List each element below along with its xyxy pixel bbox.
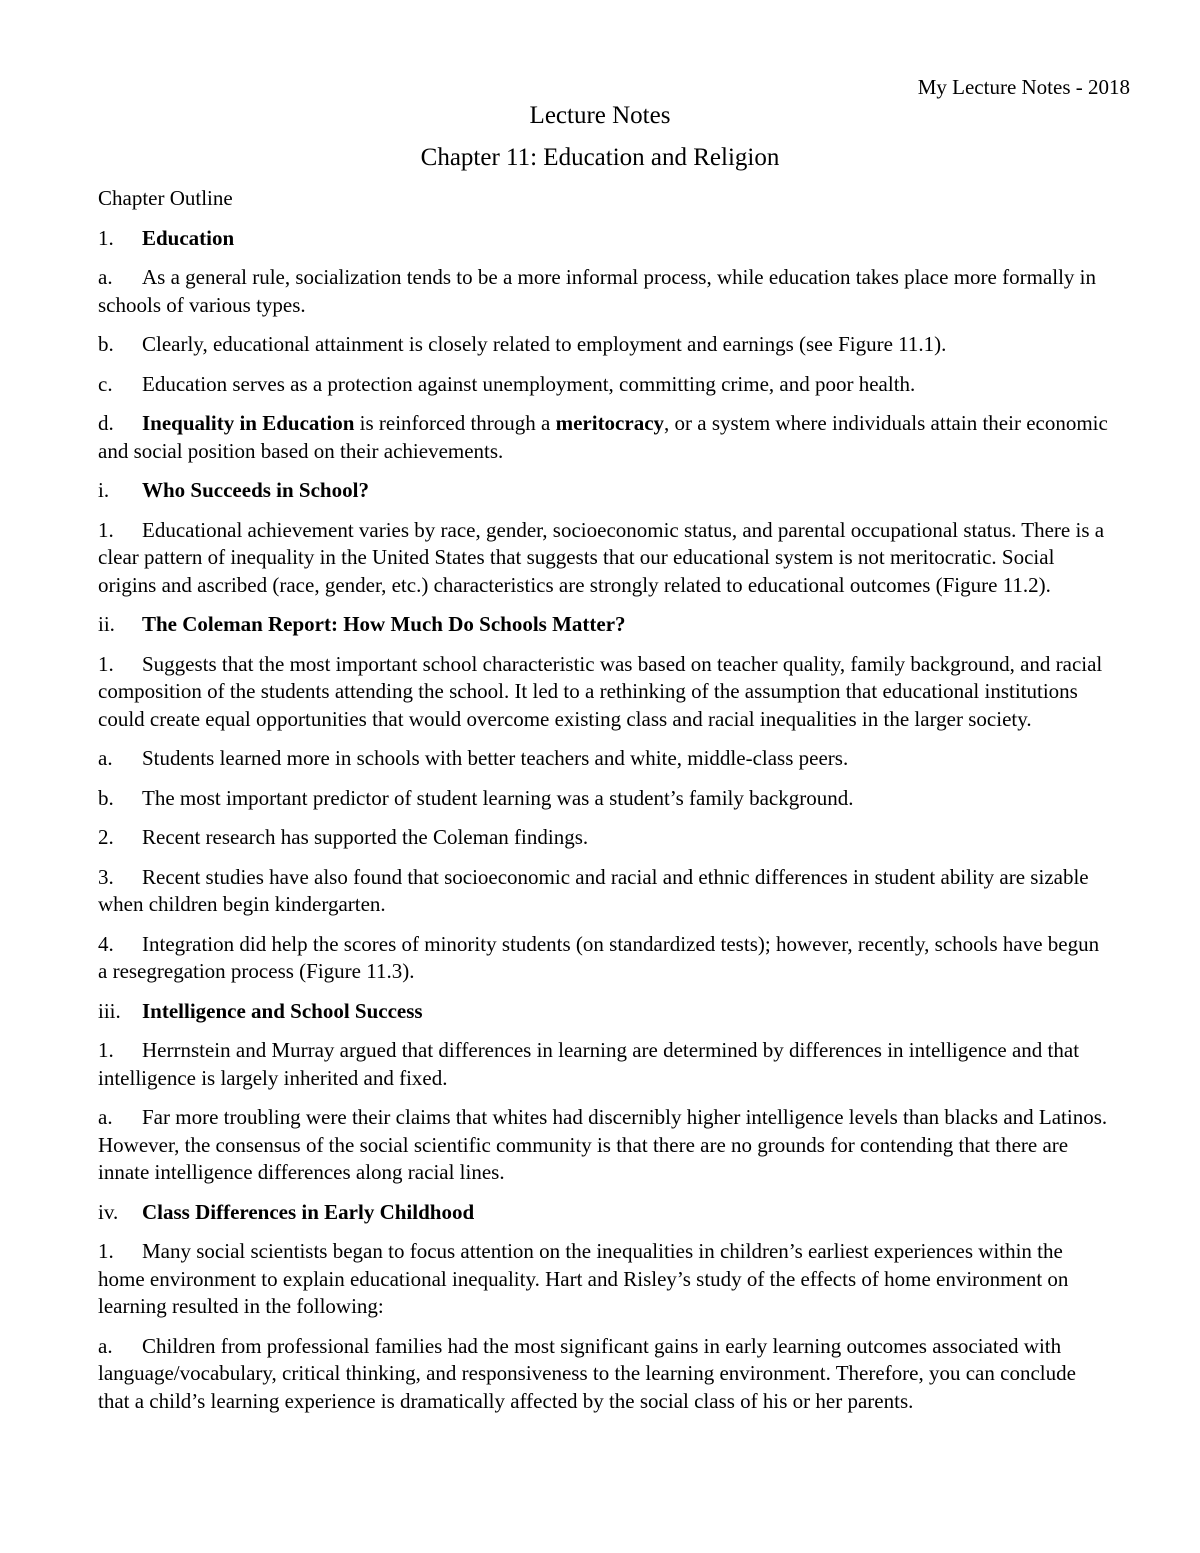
list-item xyxy=(98,785,1108,813)
section-heading-intelligence xyxy=(98,998,1108,1026)
running-head: My Lecture Notes - 2018 xyxy=(917,75,1130,99)
section-heading-text: Who Succeeds in School? xyxy=(142,478,369,502)
list-item xyxy=(98,1238,1108,1321)
list-marker: 1. xyxy=(98,225,114,250)
list-item xyxy=(98,931,1108,986)
list-marker: 1. xyxy=(98,1239,114,1263)
list-item xyxy=(98,1333,1108,1416)
page-title: Lecture Notes xyxy=(529,102,671,129)
list-marker: iii. xyxy=(98,998,121,1023)
list-item xyxy=(98,824,1108,852)
section-heading-text: Intelligence and School Success xyxy=(142,998,423,1023)
list-marker: 4. xyxy=(98,931,114,956)
list-marker: b. xyxy=(98,332,114,356)
list-item xyxy=(98,1104,1108,1187)
list-marker: c. xyxy=(98,371,113,396)
list-item xyxy=(98,651,1108,734)
list-item-text: Many social scientists began to focus attention on the inequalities in children’s earliest experiences within the home environment to explain educational inequality. Hart and Risley’s study of the effects of home environment on learning resulted in the following: xyxy=(98,1239,1069,1318)
term-meritocracy: meritocracy xyxy=(555,411,665,435)
list-marker: b. xyxy=(98,785,114,810)
list-marker: ii. xyxy=(98,612,115,636)
outline-label: Chapter Outline xyxy=(98,186,233,210)
section-heading-text: Class Differences in Early Childhood xyxy=(142,1199,475,1224)
list-marker: a. xyxy=(98,1333,113,1358)
list-marker: 2. xyxy=(98,825,114,849)
list-marker: 1. xyxy=(98,517,114,542)
list-item-text: , or a system where individuals attain their economic and social position based on their achievements. xyxy=(98,411,1108,463)
list-marker: a. xyxy=(98,746,113,770)
list-item-text: Recent research has supported the Coleman findings. xyxy=(142,825,589,849)
list-item xyxy=(98,1037,1108,1092)
list-marker: 3. xyxy=(98,864,114,889)
list-item xyxy=(98,517,1108,600)
list-marker: a. xyxy=(98,1105,113,1129)
list-item xyxy=(98,410,1108,465)
list-item-text: Suggests that the most important school characteristic was based on teacher quality, family background, and racial composition of the students attending the school. It led to a rethinking of the assumption that educational institutions could create equal opportunities that would overcome existing class and racial inequalities in the larger society. xyxy=(98,651,1103,731)
list-marker: a. xyxy=(98,265,113,289)
list-item xyxy=(98,264,1108,319)
list-item-text: Students learned more in schools with better teachers and white, middle-class peers. xyxy=(142,746,849,770)
list-item xyxy=(98,371,1108,399)
list-item-text: As a general rule, socialization tends to be a more informal process, while education takes place more formally in schools of various types. xyxy=(98,265,1096,317)
list-marker: iv. xyxy=(98,1199,119,1224)
list-item-text: is reinforced through a xyxy=(354,411,556,435)
list-marker: 1. xyxy=(98,1038,114,1062)
list-item-text: Education serves as a protection against unemployment, committing crime, and poor health. xyxy=(142,371,916,396)
list-item-text: The most important predictor of student learning was a student’s family background. xyxy=(142,785,854,810)
page-subtitle: Chapter 11: Education and Religion xyxy=(420,144,780,171)
term-inequality-in-education: Inequality in Education xyxy=(142,411,355,435)
list-item-text: Herrnstein and Murray argued that differences in learning are determined by differences in intelligence and that intelligence is largely inherited and fixed. xyxy=(98,1038,1080,1090)
list-item-text: Clearly, educational attainment is closely related to employment and earnings (see Figure 11.1). xyxy=(142,332,947,356)
section-heading-class-differences xyxy=(98,1199,1108,1227)
list-item xyxy=(98,864,1108,919)
section-heading-education xyxy=(98,225,1108,253)
list-item xyxy=(98,745,1108,773)
list-item xyxy=(98,331,1108,359)
list-item-text: Educational achievement varies by race, gender, socioeconomic status, and parental occupational status. There is a clear pattern of inequality in the United States that suggests that our educational system is not meritocratic. Social origins and ascribed (race, gender, etc.) characteristics are strongly related to educational outcomes (Figure 11.2). xyxy=(98,517,1105,597)
list-item-text: Far more troubling were their claims that whites had discernibly higher intelligence levels than blacks and Latinos. However, the consensus of the social scientific community is that there are no grounds for contending that there are innate intelligence differences along racial lines. xyxy=(98,1105,1108,1184)
section-heading-coleman-report xyxy=(98,611,1108,639)
document-body xyxy=(98,185,1108,1427)
list-marker: d. xyxy=(98,411,114,435)
list-marker: i. xyxy=(98,478,110,502)
list-item-text: Recent studies have also found that socioeconomic and racial and ethnic differences in student ability are sizable when children begin kindergarten. xyxy=(98,864,1089,916)
list-marker: 1. xyxy=(98,651,114,676)
section-heading-text: The Coleman Report: How Much Do Schools Matter? xyxy=(142,612,626,636)
list-item-text: Children from professional families had the most significant gains in early learning outcomes associated with language/vocabulary, critical thinking, and responsiveness to the learning environment. Therefore, you can conclude that a child’s learning experience is dramatically affected by the social class of his or her parents. xyxy=(98,1333,1076,1413)
section-heading-text: Education xyxy=(142,225,235,250)
section-heading-who-succeeds xyxy=(98,477,1108,505)
list-item-text: Integration did help the scores of minority students (on standardized tests); however, recently, schools have begun a resegregation process (Figure 11.3). xyxy=(98,931,1100,983)
